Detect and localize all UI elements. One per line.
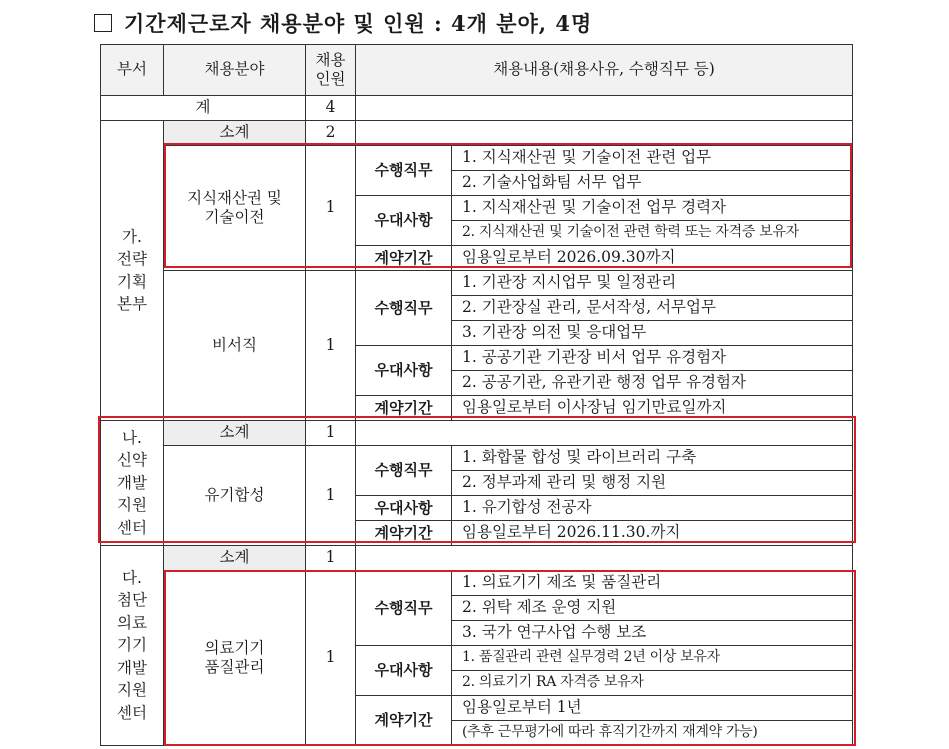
header-content: 채용내용(채용사유, 수행직무 등) bbox=[356, 45, 853, 96]
field-cell: 유기합성 bbox=[164, 446, 306, 546]
field-cell: 의료기기 품질관리 bbox=[164, 571, 306, 746]
pref-label: 우대사항 bbox=[356, 346, 452, 396]
duties-label: 수행직무 bbox=[356, 146, 452, 196]
recruitment-table bbox=[100, 44, 853, 746]
header-field: 채용분야 bbox=[164, 45, 306, 96]
contract-item: 임용일로부터 2026.09.30까지 bbox=[452, 246, 853, 271]
duty-item: 1. 화합물 합성 및 라이브러리 구축 bbox=[452, 446, 853, 471]
field-cell: 지식재산권 및 기술이전 bbox=[164, 146, 306, 271]
subtotal-count: 2 bbox=[306, 121, 356, 146]
duty-item: 2. 정부과제 관리 및 행정 지원 bbox=[452, 471, 853, 496]
dept-cell: 가. 전략 기획 본부 bbox=[101, 121, 164, 421]
position-row bbox=[101, 571, 853, 596]
pref-label: 우대사항 bbox=[356, 196, 452, 246]
count-cell: 1 bbox=[306, 146, 356, 271]
field-cell: 비서직 bbox=[164, 271, 306, 421]
dept-cell: 나. 신약 개발 지원 센터 bbox=[101, 421, 164, 546]
subtotal-row bbox=[101, 546, 853, 571]
dept-cell: 다. 첨단 의료 기기 개발 지원 센터 bbox=[101, 546, 164, 746]
position-row bbox=[101, 271, 853, 296]
subtotal-row bbox=[101, 121, 853, 146]
recruitment-table-wrapper bbox=[100, 44, 853, 746]
total-count: 4 bbox=[306, 96, 356, 121]
duty-item: 3. 기관장 의전 및 응대업무 bbox=[452, 321, 853, 346]
count-cell: 1 bbox=[306, 271, 356, 421]
header-count: 채용 인원 bbox=[306, 45, 356, 96]
count-cell: 1 bbox=[306, 571, 356, 746]
subtotal-label: 소계 bbox=[164, 121, 306, 146]
header-row bbox=[101, 45, 853, 96]
pref-item: 1. 품질관리 관련 실무경력 2년 이상 보유자 bbox=[452, 646, 853, 671]
contract-item: 임용일로부터 2026.11.30.까지 bbox=[452, 521, 853, 546]
duty-item: 2. 기술사업화팀 서무 업무 bbox=[452, 171, 853, 196]
subtotal-label: 소계 bbox=[164, 546, 306, 571]
duty-item: 2. 위탁 제조 운영 지원 bbox=[452, 596, 853, 621]
contract-label: 계약기간 bbox=[356, 396, 452, 421]
duty-item: 3. 국가 연구사업 수행 보조 bbox=[452, 621, 853, 646]
position-row bbox=[101, 146, 853, 171]
subtotal-label: 소계 bbox=[164, 421, 306, 446]
duty-item: 1. 기관장 지시업무 및 일정관리 bbox=[452, 271, 853, 296]
pref-item: 2. 지식재산권 및 기술이전 관련 학력 또는 자격증 보유자 bbox=[452, 221, 853, 246]
header-dept: 부서 bbox=[101, 45, 164, 96]
pref-item: 2. 공공기관, 유관기관 행정 업무 유경험자 bbox=[452, 371, 853, 396]
contract-item: 임용일로부터 이사장님 임기만료일까지 bbox=[452, 396, 853, 421]
contract-item: 임용일로부터 1년 bbox=[452, 696, 853, 721]
position-row bbox=[101, 446, 853, 471]
subtotal-count: 1 bbox=[306, 546, 356, 571]
subtotal-count: 1 bbox=[306, 421, 356, 446]
pref-item: 1. 지식재산권 및 기술이전 업무 경력자 bbox=[452, 196, 853, 221]
heading-text: 기간제근로자 채용분야 및 인원 : 4개 분야, 4명 bbox=[124, 11, 593, 36]
contract-item: (추후 근무평가에 따라 휴직기간까지 재계약 가능) bbox=[452, 721, 853, 746]
duties-label: 수행직무 bbox=[356, 446, 452, 496]
pref-label: 우대사항 bbox=[356, 496, 452, 521]
duty-item: 1. 의료기기 제조 및 품질관리 bbox=[452, 571, 853, 596]
duty-item: 2. 기관장실 관리, 문서작성, 서무업무 bbox=[452, 296, 853, 321]
count-cell: 1 bbox=[306, 446, 356, 546]
pref-item: 1. 유기합성 전공자 bbox=[452, 496, 853, 521]
duties-label: 수행직무 bbox=[356, 271, 452, 346]
page-heading bbox=[94, 8, 592, 38]
duty-item: 1. 지식재산권 및 기술이전 관련 업무 bbox=[452, 146, 853, 171]
contract-label: 계약기간 bbox=[356, 696, 452, 746]
duties-label: 수행직무 bbox=[356, 571, 452, 646]
checkbox-square-icon bbox=[94, 14, 112, 32]
pref-item: 2. 의료기기 RA 자격증 보유자 bbox=[452, 671, 853, 696]
total-label: 계 bbox=[101, 96, 306, 121]
contract-label: 계약기간 bbox=[356, 521, 452, 546]
subtotal-row bbox=[101, 421, 853, 446]
pref-item: 1. 공공기관 기관장 비서 업무 유경험자 bbox=[452, 346, 853, 371]
pref-label: 우대사항 bbox=[356, 646, 452, 696]
total-row bbox=[101, 96, 853, 121]
contract-label: 계약기간 bbox=[356, 246, 452, 271]
